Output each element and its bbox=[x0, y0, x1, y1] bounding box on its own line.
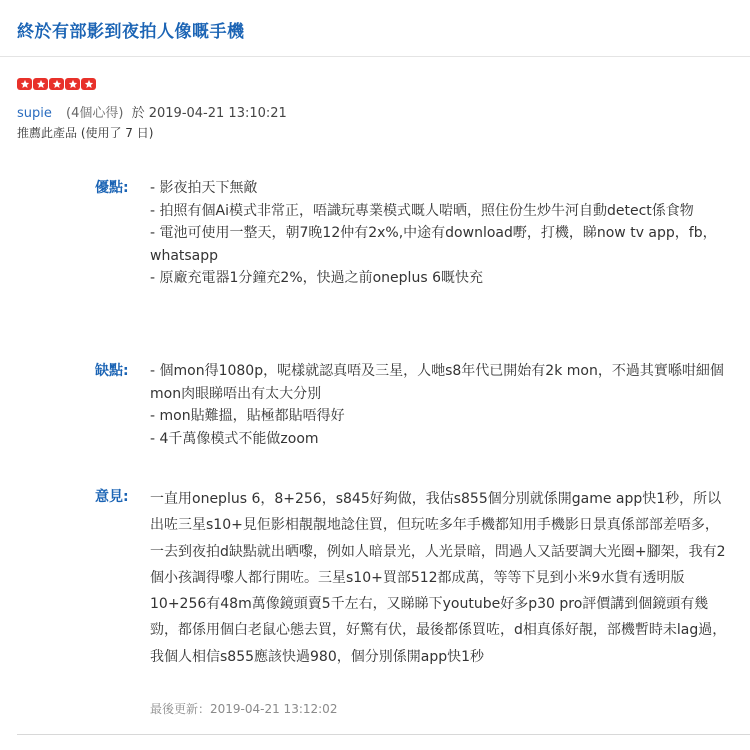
opinion-section bbox=[95, 486, 730, 670]
pros-section bbox=[95, 177, 730, 290]
date-prefix: 於 bbox=[131, 106, 145, 121]
page-title: 終於有部影到夜拍人像嘅手機 bbox=[17, 22, 245, 42]
star-rating bbox=[17, 78, 96, 90]
pros-item: - 拍照有個Ai模式非常正，唔識玩專業模式嘅人啱晒，照住份生炒牛河自動detect係食物 bbox=[150, 202, 694, 219]
star-icon bbox=[17, 78, 32, 90]
header-divider bbox=[0, 56, 750, 57]
review-meta bbox=[17, 102, 287, 121]
last-updated: 最後更新：2019-04-21 13:12:02 bbox=[150, 702, 338, 716]
review-count[interactable]: (4個心得) bbox=[66, 106, 124, 121]
pros-list bbox=[150, 177, 730, 290]
recommend-text: 推薦此產品 (使用了 7 日) bbox=[17, 126, 154, 140]
cons-item: - 個mon得1080p，呢樣就認真唔及三星，人哋s8年代已開始有2k mon，不過其實喺咁細個mon肉眼睇唔出有太大分別 bbox=[150, 363, 724, 402]
star-icon bbox=[49, 78, 64, 90]
pros-item: - 電池可使用一整天，朝7晚12仲有2x%,中途有download嘢，打機，睇now tv app，fb，whatsapp bbox=[150, 225, 717, 264]
star-icon bbox=[65, 78, 80, 90]
pros-item: - 影夜拍天下無敵 bbox=[150, 180, 258, 196]
pros-item: - 原廠充電器1分鐘充2%，快過之前oneplus 6嘅快充 bbox=[150, 270, 483, 286]
cons-label: 缺點: bbox=[95, 363, 129, 379]
cons-item: - mon貼難搵，貼極都貼唔得好 bbox=[150, 408, 345, 424]
star-icon bbox=[33, 78, 48, 90]
star-icon bbox=[81, 78, 96, 90]
cons-section bbox=[95, 360, 730, 450]
review-date: 2019-04-21 13:10:21 bbox=[148, 106, 287, 121]
cons-list bbox=[150, 360, 730, 450]
opinion-label: 意見: bbox=[95, 489, 129, 505]
pros-label: 優點: bbox=[95, 180, 129, 196]
cons-item: - 4千萬像模式不能做zoom bbox=[150, 430, 319, 447]
opinion-text: 一直用oneplus 6，8+256，s845好夠做，我估s855個分別就係開game app快1秒，所以出咗三星s10+見佢影相靚靚地諗住買，但玩咗多年手機都知用手機影日景真係部部差唔多，一去到夜拍d缺點就出晒嚟，例如人暗景光，人光景暗，問過人又話要調大光圈+腳架，我有2個小孩調得嚟人都行開咗。三星s10+買部512都成萬，等等下見到小米9水貨有透明版10+256有48m萬像鏡頭賣5千左右，又睇睇下youtube好多p30 pro評價講到個鏡頭有幾勁，都係用個白老鼠心態去買，好驚有伏，最後都係買咗，d相真係好靚，部機暫時未lag過，我個人相信s855應該快過980，個分別係開app快1秒 bbox=[150, 491, 727, 665]
username-link[interactable]: supie bbox=[17, 106, 52, 121]
footer-divider bbox=[17, 734, 750, 735]
